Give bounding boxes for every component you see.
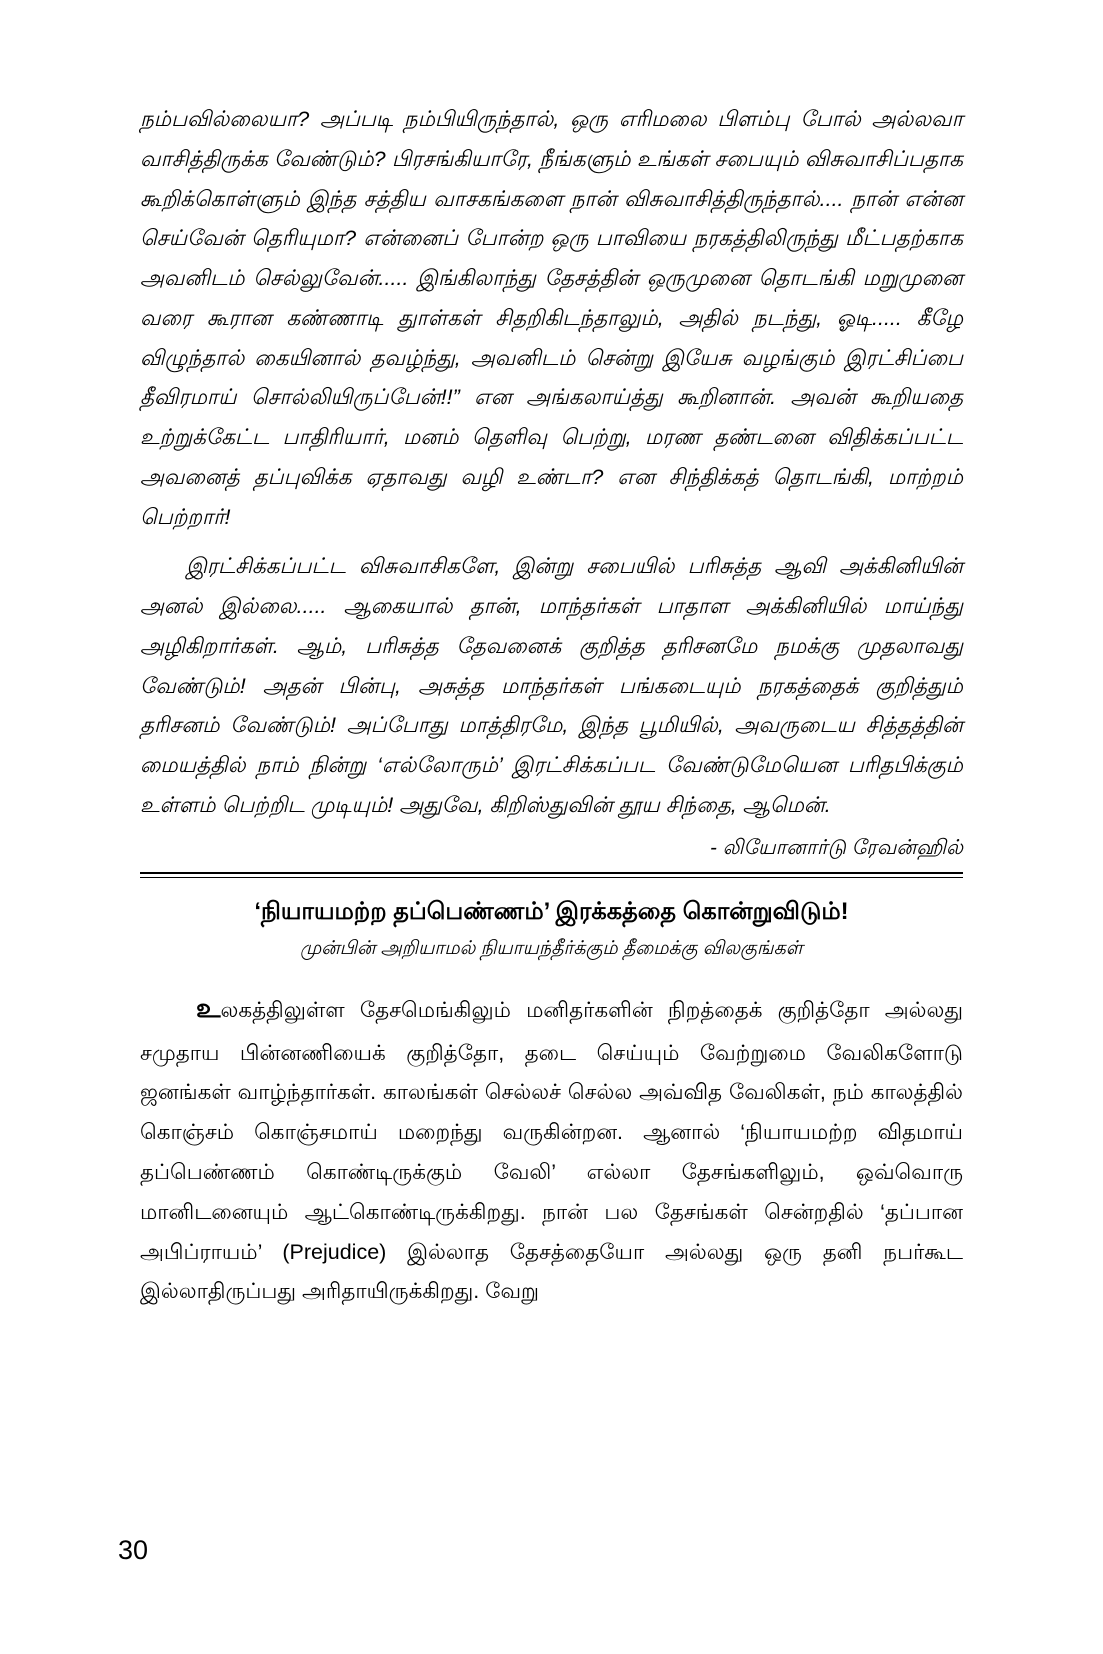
article-top	[140, 100, 963, 826]
section-body	[140, 984, 963, 1312]
section-subtitle: முன்பின் அறியாமல் நியாயந்தீர்க்கும் தீமைக்கு விலகுங்கள்	[300, 937, 803, 959]
section-title: ‘நியாயமற்ற தப்பெண்ணம்’ இரக்கத்தை கொன்றுவிடும்!	[254, 897, 849, 925]
lead-letter: உ	[196, 992, 221, 1023]
paragraph: இரட்சிக்கப்பட்ட விசுவாசிகளே, இன்று சபையில் பரிசுத்த ஆவி அக்கினியின் அனல் இல்லை..... ஆகையால் தான், மாந்தர்கள் பாதாள அக்கினியில் மாய்ந்து அழிகிறார்கள். ஆம், பரிசுத்த தேவனைக் குறித்த தரிசனமே நமக்கு முதலாவது வேண்டும்! அதன் பின்பு, அசுத்த மாந்தர்கள் பங்கடையும் நரகத்தைக் குறித்தும் தரிசனம் வேண்டும்! அப்போது மாத்திரமே, இந்த பூமியில், அவருடைய சித்தத்தின் மையத்தில் நாம் நின்று ‘எல்லோரும்’ இரட்சிக்கப்பட வேண்டுமேயென பரிதபிக்கும் உள்ளம் பெற்றிட முடியும்! அதுவே, கிறிஸ்துவின் தூய சிந்தை, ஆமென்.	[140, 554, 963, 818]
section-divider	[140, 872, 963, 878]
section-body-text: லகத்திலுள்ள தேசமெங்கிலும் மனிதர்களின் நிறத்தைக் குறித்தோ அல்லது சமுதாய பின்னணியைக் குறித்தோ, தடை செய்யும் வேற்றுமை வேலிகளோடு ஜனங்கள் வாழ்ந்தார்கள். காலங்கள் செல்லச் செல்ல அவ்வித வேலிகள், நம் காலத்தில் கொஞ்சம் கொஞ்சமாய் மறைந்து வருகின்றன. ஆனால் ‘நியாயமற்ற விதமாய் தப்பெண்ணம் கொண்டிருக்கும் வேலி’ எல்லா தேசங்களிலும், ஒவ்வொரு மானிடனையும் ஆட்கொண்டிருக்கிறது. நான் பல தேசங்கள் சென்றதில் ‘தப்பான அபிப்ராயம்’ (Prejudice) இல்லாத தேசத்தையோ அல்லது ஒரு தனி நபர்கூட இல்லாதிருப்பது அரிதாயிருக்கிறது. வேறு	[140, 997, 963, 1304]
paragraph: நம்பவில்லையா? அப்படி நம்பியிருந்தால், ஒரு எரிமலை பிளம்பு போல் அல்லவா வாசித்திருக்க வேண்டும்? பிரசங்கியாரே, நீங்களும் உங்கள் சபையும் விசுவாசிப்பதாக கூறிக்கொள்ளும் இந்த சத்திய வாசகங்களை நான் விசுவாசித்திருந்தால்.... நான் என்ன செய்வேன் தெரியுமா? என்னைப் போன்ற ஒரு பாவியை நரகத்திலிருந்து மீட்பதற்காக அவனிடம் செல்லுவேன்..... இங்கிலாந்து தேசத்தின் ஒருமுனை தொடங்கி மறுமுனை வரை கூரான கண்ணாடி துாள்கள் சிதறிகிடந்தாலும், அதில் நடந்து, ஓடி..... கீழே விழுந்தால் கையினால் தவழ்ந்து, அவனிடம் சென்று இயேசு வழங்கும் இரட்சிப்பை தீவிரமாய் சொல்லியிருப்பேன்!!” என அங்கலாய்த்து கூறினான். அவன் கூறியதை உற்றுக்கேட்ட பாதிரியார், மனம் தெளிவு பெற்று, மரண தண்டனை விதிக்கப்பட்ட அவனைத் தப்புவிக்க ஏதாவது வழி உண்டா? என சிந்திக்கத் தொடங்கி, மாற்றம் பெற்றார்!	[140, 107, 964, 529]
attribution: - லியோனார்டு ரேவன்ஹில்	[710, 835, 963, 859]
page-number: 30	[118, 1535, 149, 1565]
